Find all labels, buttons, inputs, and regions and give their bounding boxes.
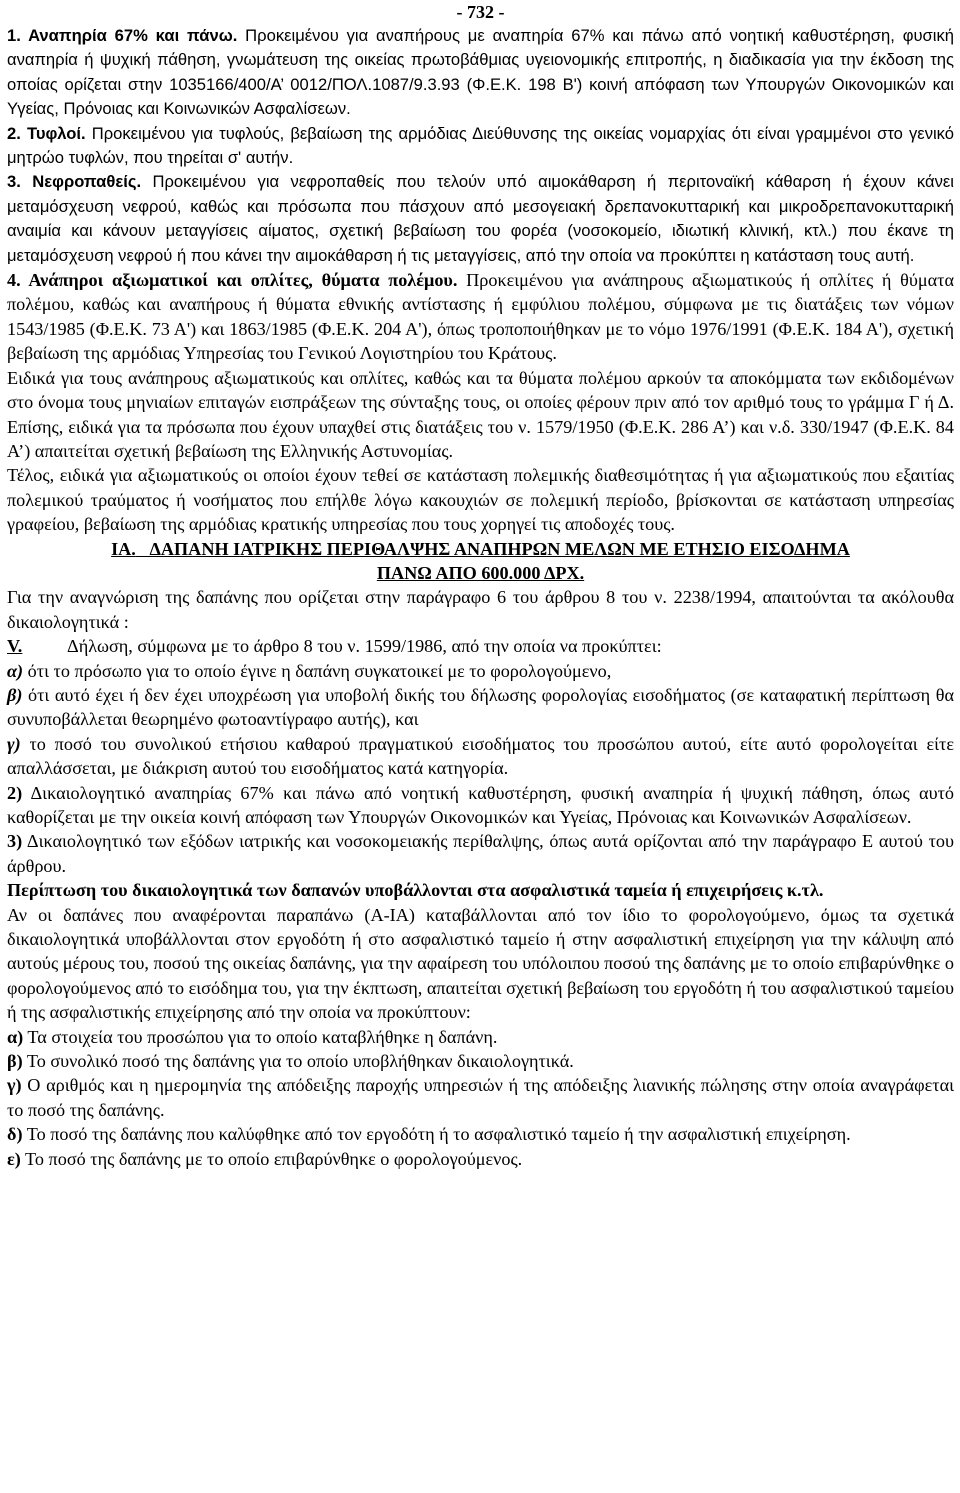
case-heading: Περίπτωση του δικαιολογητικά των δαπανών υποβάλλονται στα ασφαλιστικά ταμεία ή επιχειρήσεις κ.τλ. — [7, 880, 824, 901]
section-4-label: 4. Ανάπηροι αξιωματικοί και οπλίτες, θύματα πολέμου. — [7, 270, 458, 291]
special-provisions-paragraph-1: Ειδικά για τους ανάπηρους αξιωματικούς και οπλίτες, καθώς και τα θύματα πολέμου αρκούν τα αποκόμματα των εκδιδομένων στο όνομα τους μηνιαίων επιταγών εισπράξεων της σύνταξης τους, οι οποίες φέρουν πριν από τον αριθμό τους το γράμμα Γ ή Δ. Επίσης, ειδικά για τα πρόσωπα που έχουν υπαχθεί στις διατάξεις του ν. 1579/1950 (Φ.Ε.Κ. 286 Α’) και ν.δ. 330/1947 (Φ.Ε.Κ. 84 Α’) απαιτείται σχετική βεβαίωση της Ελληνικής Αστυνομίας. — [7, 367, 954, 461]
case-item-b — [7, 1049, 954, 1073]
section-1-label: 1. Αναπηρία 67% και πάνω. — [7, 26, 238, 45]
section-3-label: 3. Νεφροπαθείς. — [7, 172, 142, 192]
intro-paragraph: Για την αναγνώριση της δαπάνης που ορίζεται στην παράγραφο 6 του άρθρου 8 του ν. 2238/1994, απαιτούνται τα ακόλουθα δικαιολογητικά : — [7, 587, 954, 632]
item-b-text: ότι αυτό έχει ή δεν έχει υποχρέωση για υποβολή δικής του δήλωσης φορολογίας εισοδήματος (σε καταφατική περίπτωση θα συνυποβάλλεται θεωρημένο φωτοαντίγραφο αυτής), και — [7, 684, 954, 730]
section-ia-title-line-2: ΠΑΝΩ ΑΠΟ 600.000 ΔΡΧ. — [376, 562, 585, 583]
section-2-label: 2. Τυφλοί. — [7, 123, 86, 143]
case-item-d-label: δ) — [7, 1124, 23, 1145]
case-item-a-label: α) — [7, 1026, 24, 1047]
case-paragraph: Αν οι δαπάνες που αναφέρονται παραπάνω (Α-ΙΑ) καταβάλλονται από τον ίδιο το φορολογούμενο, όμως τα σχετικά δικαιολογητικά υποβάλλονται στον εργοδότη ή στο ασφαλιστικό ταμείο ή στην ασφαλιστική επιχείρηση για την κάλυψη από αυτούς μέρους του, ποσού της οικείας δαπάνης, για την αφαίρεση του υπόλοιπου ποσού της δαπάνης με το οποίο επιβαρύνθηκε ο φορολογούμενος από το εισόδημα του, για την έκπτωση, απαιτείται σχετική βεβαίωση του εργοδότη ή του ασφαλιστικού ταμείου ή της ασφαλιστικής επιχείρησης από την οποία να προκύπτουν: — [7, 904, 954, 1023]
case-item-e-label: ε) — [7, 1148, 21, 1169]
item-2-paragraph — [7, 781, 954, 830]
special-provisions-paragraph-2: Τέλος, ειδικά για αξιωματικούς οι οποίοι έχουν τεθεί σε κατάσταση πολεμικής διαθεσιμότητας ή για αξιωματικούς που εξαιτίας πολεμικού τραύματος ή νοσήματος που επήλθε λόγω κακουχιών σε πολεμική περίοδο, βρίσκονται σε κατάσταση υπηρεσίας γραφείου, βεβαίωση της αρμόδιας κρατικής υπηρεσίας που τους χορηγεί τις αποδοχές τους. — [7, 465, 954, 535]
item-g-paragraph — [7, 732, 954, 781]
case-item-e — [7, 1147, 954, 1171]
case-item-g-text: Ο αριθμός και η ημερομηνία της απόδειξης παροχής υπηρεσιών ή της απόδειξης λιανικής πώλησης στην οποία αναγράφεται το ποσό της δαπάνης. — [7, 1075, 954, 1120]
section-1-paragraph — [7, 24, 954, 122]
case-item-a — [7, 1025, 954, 1049]
item-a-text: ότι το πρόσωπο για το οποίο έγινε η δαπάνη συγκατοικεί με το φορολογούμενο, — [23, 660, 612, 681]
section-ia-title-line-1: ΔΑΠΑΝΗ ΙΑΤΡΙΚΗΣ ΠΕΡΙΘΑΛΨΗΣ ΑΝΑΠΗΡΩΝ ΜΕΛΩΝ ΜΕ ΕΤΗΣΙΟ ΕΙΣΟΔΗΜΑ — [149, 538, 850, 559]
section-4-paragraph — [7, 268, 954, 366]
item-v-marker: V. — [7, 636, 23, 657]
section-4-text: Προκειμένου για ανάπηρους αξιωματικούς ή οπλίτες ή θύματα πολέμου, καθώς και αναπήρους ή θύματα εθνικής αντίστασης ή εμφύλιου πολέμου, σύμφωνα με τις διατάξεις των νόμων 1543/1985 (Φ.Ε.Κ. 73 Α') και 1863/1985 (Φ.Ε.Κ. 204 Α'), όπως τροποποιήθηκαν με το νόμο 1976/1991 (Φ.Ε.Κ. 184 Α'), σχετική βεβαίωση της αρμόδιας Υπηρεσίας του Γενικού Λογιστηρίου του Κράτους. — [7, 270, 954, 364]
section-ia-number: ΙΑ. — [111, 538, 136, 559]
case-item-d — [7, 1122, 954, 1146]
section-3-paragraph — [7, 170, 954, 268]
item-3-text: Δικαιολογητικό των εξόδων ιατρικής και νοσοκομειακής περίθαλψης, όπως αυτά ορίζονται από την παράγραφο Ε αυτού του άρθρου. — [7, 831, 954, 876]
item-a-paragraph — [7, 659, 954, 683]
case-item-b-text: Το συνολικό ποσό της δαπάνης για το οποίο υποβλήθηκαν δικαιολογητικά. — [22, 1051, 574, 1072]
item-b-label: β) — [7, 684, 23, 705]
case-item-a-text: Τα στοιχεία του προσώπου για το οποίο καταβλήθηκε η δαπάνη. — [23, 1026, 498, 1047]
case-item-g-label: γ) — [7, 1075, 22, 1096]
case-item-b-label: β) — [7, 1051, 23, 1072]
item-v-paragraph — [7, 634, 954, 658]
item-2-text: Δικαιολογητικό αναπηρίας 67% και πάνω από νοητική καθυστέρηση, φυσική αναπηρία ή ψυχική πάθηση, όπως αυτό καθορίζεται με την οικεία κοινή απόφαση των Υπουργών Οικονομικών και Υγείας, Πρόνοιας και Κοινωνικών Ασφαλίσεων. — [7, 782, 954, 827]
section-1-text: Προκειμένου για αναπήρους με αναπηρία 67% και πάνω από νοητική καθυστέρηση, φυσική αναπηρία ή ψυχική πάθηση, γνωμάτευση της οικείας πρωτοβάθμιας υγειονομικής επιτροπής, η διαδικασία για την έκδοση της οποίας ορίζεται στην 1035166/400/Α’ 0012/ΠΟΛ.1087/9.3.93 (Φ.Ε.Κ. 198 Β') κοινή απόφαση των Υπουργών Οικονομικών και Υγείας, Πρόνοιας και Κοινωνικών Ασφαλίσεων. — [7, 26, 955, 119]
case-item-d-text: Το ποσό της δαπάνης που καλύφθηκε από τον εργοδότη ή το ασφαλιστικό ταμείο ή την ασφαλιστική επιχείρηση. — [22, 1124, 851, 1145]
item-v-text: Δήλωση, σύμφωνα με το άρθρο 8 του ν. 1599/1986, από την οποία να προκύπτει: — [67, 636, 662, 657]
item-g-label: γ) — [7, 733, 21, 754]
item-g-text: το ποσό του συνολικού ετήσιου καθαρού πραγματικού εισοδήματος του προσώπου αυτού, είτε αυτό φορολογείται είτε απαλλάσσεται, με διάκριση αυτού του εισοδήματος κατά κατηγορία. — [7, 733, 954, 779]
page-number: - 732 - — [456, 2, 505, 22]
item-3-paragraph — [7, 829, 954, 878]
item-3-label: 3) — [7, 831, 23, 852]
section-3-text: Προκειμένου για νεφροπαθείς που τελούν υπό αιμοκάθαρση ή περιτοναϊκή κάθαρση ή έχουν κάνει μεταμόσχευση νεφρού, καθώς και πρόσωπα που πάσχουν από μεσογειακή δρεπανοκυτταρική και μικροδρεπανοκυτταρική αναιμία και κάνουν μεταγγίσεις αίματος, σχετική βεβαίωση του φορέα (νοσοκομείο, ιδιωτική κλινική, κτλ.) που έκανε τη μεταμόσχευση νεφρού ή που κάνει την αιμοκάθαρση ή τις μεταγγίσεις, από την οποία να προκύπτει η κατάσταση τους αυτή. — [7, 172, 954, 265]
section-ia-heading — [7, 537, 954, 586]
section-2-paragraph — [7, 122, 954, 171]
case-item-g — [7, 1073, 954, 1122]
section-2-text: Προκειμένου για τυφλούς, βεβαίωση της αρμόδιας Διεύθυνσης της οικείας νομαρχίας ότι είναι γραμμένοι στο γενικό μητρώο τυφλών, που τηρείται σ' αυτήν. — [7, 123, 955, 168]
item-2-label: 2) — [7, 782, 23, 803]
case-item-e-text: Το ποσό της δαπάνης με το οποίο επιβαρύνθηκε ο φορολογούμενος. — [20, 1148, 523, 1169]
item-a-label: α) — [7, 660, 24, 681]
item-b-paragraph — [7, 683, 954, 732]
